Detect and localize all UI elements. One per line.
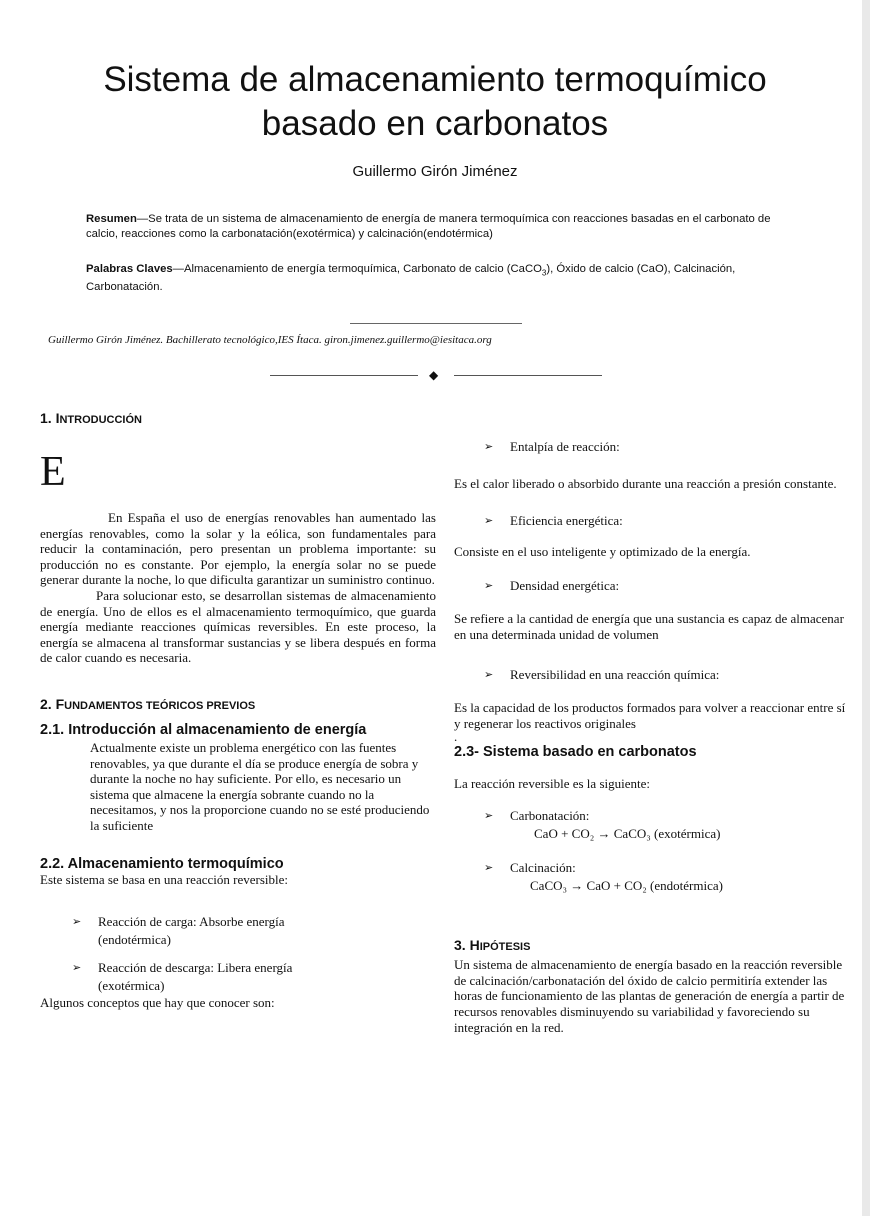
right-column [454,438,846,1035]
intro-paragraph-2: Para solucionar esto, se desarrollan sistemas de almacenamiento de energía. Uno de ellos es el almacenamiento termoquímico, que guarda energía mediante reacciones químicas reversibles. En este proceso, la energía se almacena al transformar sustancias y se libera después en forma de calor cuando es necesaria. [40,587,436,666]
concept-1-title: Entalpía de reacción: [510,439,620,454]
title-line-1: Sistema de almacenamiento termoquímico [103,60,767,99]
divider-line-left [270,375,418,376]
reaction-2-block [510,859,723,895]
hypothesis-text: Un sistema de almacenamiento de energía basado en la reacción reversible de calcinación/carbonatación del óxido de calcio permitiría extender las horas de funcionamiento de las plantas de generación de energía a partir de recursos renovables disminuyendo su variabilidad y favoreciendo su integración en la red. [454,957,845,1035]
reaction-1-block [510,807,720,843]
list-item [72,913,352,949]
author: Guillermo Girón Jiménez [352,163,518,180]
bullet-discharge: Reacción de descarga: Libera energía (exotérmica) [98,960,293,994]
paper-title [40,58,830,146]
abstract-text: Se trata de un sistema de almacenamiento de energía de manera termoquímica con reacciones basadas en el carbonato de calcio, reacciones como la carbonatación(exotérmica) y calcinación(endotérmica) [86,213,771,240]
page-edge-bar [862,0,870,1216]
bullet-arrow-icon: ➢ [72,962,82,975]
bullet-arrow-icon: ➢ [484,514,494,527]
section-2-rest: UNDAMENTOS TEÓRICOS PREVIOS [64,699,256,712]
reaction-2-title: Calcinación: [510,860,576,876]
stray-dot: . [454,728,458,744]
section-3-number: 3. [454,937,466,954]
bullet-arrow-icon: ➢ [484,580,494,593]
concept-3-title: Densidad energética: [510,578,620,594]
concept-4-title: Reversibilidad en una reacción química: [510,667,720,683]
concept-4-text: Es la capacidad de los productos formados para volver a reaccionar entre sí y regenerar los reactivos originales [454,700,846,731]
bullet-arrow-icon: ➢ [484,810,494,823]
section-3-rest: IPÓTESIS [479,941,531,954]
subsection-2-1-text: Actualmente existe un problema energético con las fuentes renovables, ya que durante el día se produce energía de sobra y durante la noche no hay suficiente. Por ello, es necesario un sistema que almacene la energía sobrante cuando no la necesitamos, y nos la proporcione cuando no se esté produciendo la suficiente [90,739,430,833]
subsection-2-1-title: 2.1. Introducción al almacenamiento de energía [40,721,367,738]
subsection-2-3-intro: La reacción reversible es la siguiente: [454,775,650,791]
bullet-arrow-icon: ➢ [484,669,494,682]
section-1-heading [40,410,436,426]
left-column [40,410,436,1011]
list-item [484,666,846,684]
keywords-label: Palabras Claves [86,263,173,275]
abstract-label: Resumen [86,213,137,225]
drop-cap: E [40,449,66,495]
bullet-arrow-icon: ➢ [484,441,494,453]
keywords-text-a: Almacenamiento de energía termoquímica, Carbonato de calcio (CaCO [183,263,542,275]
affiliation-rule [350,323,522,324]
list-item [72,959,352,995]
concept-1-text: Es el calor liberado o absorbido durante una reacción a presión constante. [454,476,837,491]
abstract-dash: — [136,213,149,225]
concept-2-text: Consiste en el uso inteligente y optimizado de la energía. [454,543,751,559]
list-item [484,859,846,895]
section-2-initial: F [55,695,65,712]
list-item [484,577,846,595]
title-line-2: basado en carbonatos [261,104,609,143]
keywords-subscript: 3 [541,268,547,278]
section-2-heading [40,696,436,712]
reaction-1-title: Carbonatación: [510,808,590,824]
section-2-number: 2. [40,695,52,712]
subsection-2-2-title: 2.2. Almacenamiento termoquímico [40,855,284,872]
concept-3-text: Se refiere a la cantidad de energía que una sustancia es capaz de almacenar en una determinada unidad de volumen [454,611,844,642]
keywords [86,262,786,295]
bullet-arrow-icon: ➢ [484,862,494,875]
intro-paragraph-1: En España el uso de energías renovables han aumentado las energías renovables, como la solar y la eólica, son fundamentales para reducir la contaminación, pero presentan un problema importante: su producción no es constante. Por ejemplo, la energía solar no se puede generar durante la noche, lo que dificulta garantizar un suministro continuo. [40,510,436,588]
list-item [484,807,846,843]
divider-line-right [454,375,602,376]
bullet-arrow-icon: ➢ [72,916,82,929]
concepts-intro: Algunos conceptos que hay que conocer son: [40,995,275,1011]
section-3-initial: H [469,937,480,954]
divider-diamond: ◆ [429,368,439,382]
section-3-heading [454,937,846,953]
section-1-number: 1. [40,410,52,426]
bullet-charge: Reacción de carga: Absorbe energía (endotérmica) [98,914,285,948]
keywords-dash: — [172,263,184,275]
keywords-text-b: ), Óxido de calcio (CaO), Calcinación, Carbonatación. [86,263,736,294]
abstract [86,212,786,242]
section-1-initial: I [55,410,60,426]
reaction-1-equation: CaO + CO₂ → CaCO₃ (exotérmica) [534,826,721,842]
list-item [484,438,846,456]
section-divider [270,366,602,384]
reaction-2-equation: CaCO₃ → CaO + CO₂ (endotérmica) [530,878,723,894]
list-item [484,512,846,530]
section-1-rest: NTRODUCCIÓN [59,414,142,426]
subsection-2-3-title: 2.3- Sistema basado en carbonatos [454,743,697,760]
subsection-2-2-text: Este sistema se basa en una reacción reversible: [40,871,288,887]
affiliation: Guillermo Girón Jiménez. Bachillerato tecnológico,IES Ítaca. giron.jimenez.guillermo@iesitaca.org [48,334,492,346]
concept-2-title: Eficiencia energética: [510,512,623,528]
